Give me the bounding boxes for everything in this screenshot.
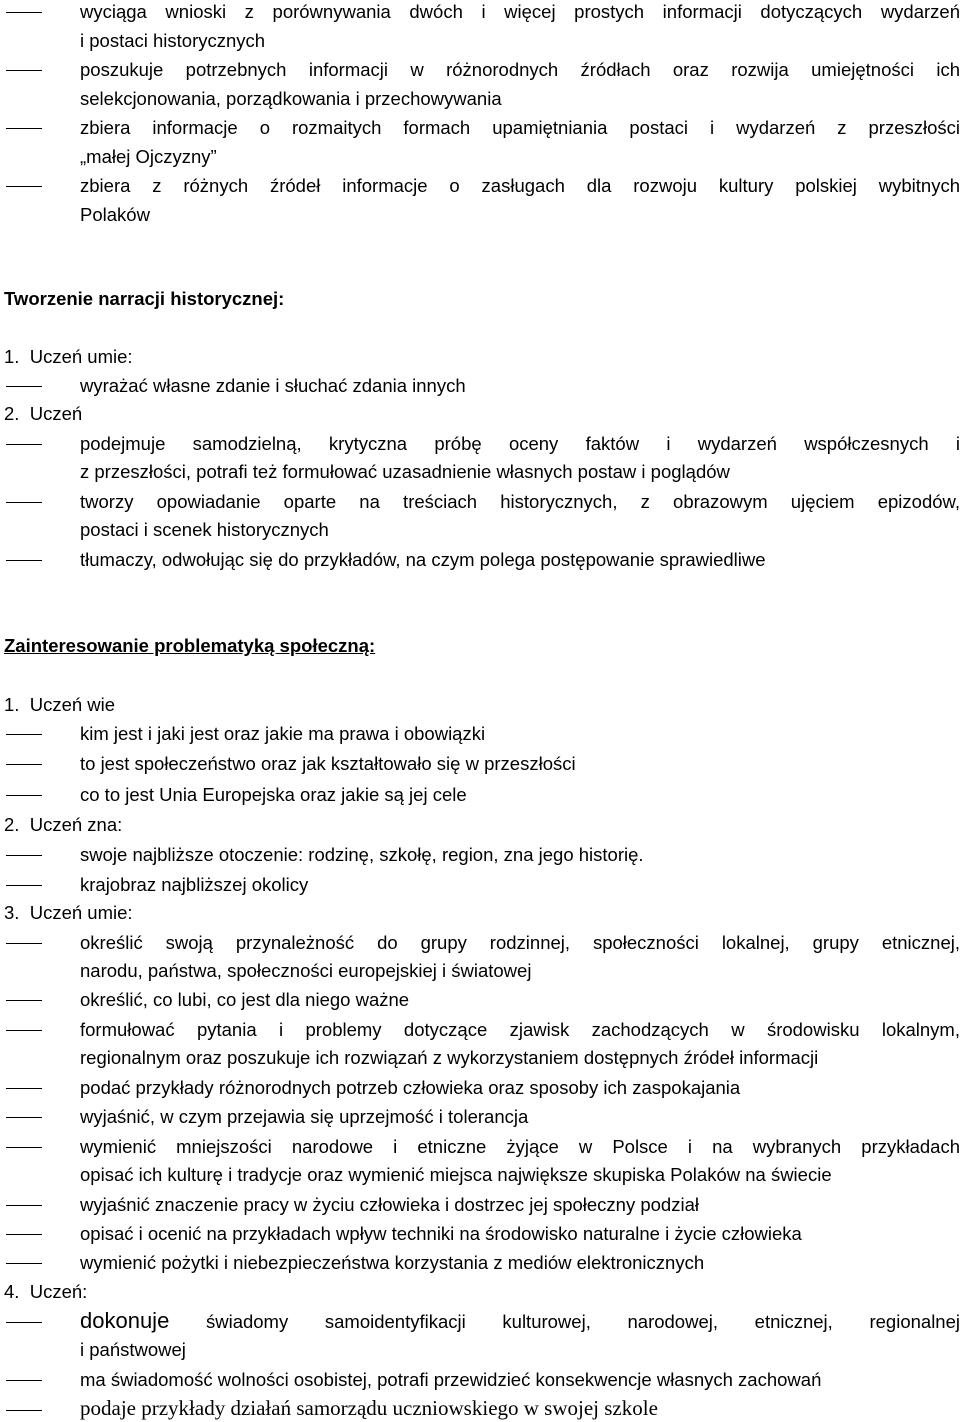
item-number: 1.: [4, 694, 20, 715]
dash-marker: [6, 1263, 42, 1264]
numbered-item-2: [4, 403, 82, 425]
item-number: 2.: [4, 403, 20, 424]
section-heading-social: Zainteresowanie problematyką społeczną:: [4, 635, 376, 656]
list-item: co to jest Unia Europejska oraz jakie są jej cele: [80, 784, 467, 805]
list-item-continuation: i państwowej: [80, 1339, 186, 1360]
emphasized-word: dokonuje: [80, 1308, 170, 1333]
dash-marker: [6, 70, 42, 71]
item-number: 2.: [4, 814, 20, 835]
dash-marker: [6, 795, 42, 796]
list-item: wyciąga wnioski z porównywania dwóch i więcej prostych informacji dotyczących wydarzeń: [80, 1, 960, 22]
dash-marker: [6, 764, 42, 765]
dash-marker: [6, 1030, 42, 1031]
list-item: określić, co lubi, co jest dla niego ważne: [80, 989, 410, 1010]
dash-marker: [6, 885, 42, 886]
list-item: ma świadomość wolności osobistej, potrafi przewidzieć konsekwencje własnych zachowań: [80, 1369, 822, 1390]
list-item-continuation: opisać ich kulturę i tradycje oraz wymienić miejsca największe skupiska Polaków na świecie: [80, 1164, 832, 1185]
list-item-text: świadomy samoidentyfikacji kulturowej, narodowej, etnicznej, regionalnej: [169, 1311, 960, 1332]
list-item-continuation: selekcjonowania, porządkowania i przechowywania: [80, 88, 502, 109]
dash-marker: [6, 943, 42, 944]
dash-marker: [6, 386, 42, 387]
list-item: kim jest i jaki jest oraz jakie ma prawa i obowiązki: [80, 723, 486, 744]
numbered-item-3: [4, 902, 133, 924]
list-item-continuation: Polaków: [80, 204, 150, 225]
item-number: 3.: [4, 902, 20, 923]
numbered-item-1: [4, 346, 133, 368]
dash-marker: [6, 1410, 42, 1411]
dash-marker: [6, 1234, 42, 1235]
dash-marker: [6, 128, 42, 129]
item-label: Uczeń:: [29, 1281, 88, 1302]
list-item-continuation: z przeszłości, potrafi też formułować uzasadnienie własnych postaw i poglądów: [80, 461, 730, 482]
section-heading-narration: Tworzenie narracji historycznej:: [4, 288, 285, 309]
list-item: tworzy opowiadanie oparte na treściach historycznych, z obrazowym ujęciem epizodów,: [80, 491, 960, 512]
numbered-item-1: [4, 694, 115, 716]
list-item: wyjaśnić, w czym przejawia się uprzejmość i tolerancja: [80, 1106, 529, 1127]
list-item: to jest społeczeństwo oraz jak kształtowało się w przeszłości: [80, 753, 576, 774]
list-item: podejmuje samodzielną, krytyczna próbę oceny faktów i wydarzeń współczesnych i: [80, 433, 960, 454]
list-item: swoje najbliższe otoczenie: rodzinę, szkołę, region, zna jego historię.: [80, 844, 644, 865]
list-item: wyjaśnić znaczenie pracy w życiu człowieka i dostrzec jej społeczny podział: [80, 1194, 699, 1215]
numbered-item-2: [4, 814, 122, 836]
item-number: 1.: [4, 346, 20, 367]
list-item: wyrażać własne zdanie i słuchać zdania innych: [80, 375, 466, 396]
item-label: Uczeń umie:: [29, 346, 133, 367]
dash-marker: [6, 1117, 42, 1118]
dash-marker: [6, 734, 42, 735]
list-item-continuation: i postaci historycznych: [80, 30, 266, 51]
dash-marker: [6, 1322, 42, 1323]
list-item: krajobraz najbliższej okolicy: [80, 874, 309, 895]
dash-marker: [6, 560, 42, 561]
dash-marker: [6, 502, 42, 503]
list-item-continuation: narodu, państwa, społeczności europejskiej i światowej: [80, 960, 532, 981]
list-item: [80, 1310, 960, 1333]
list-item: opisać i ocenić na przykładach wpływ techniki na środowisko naturalne i życie człowieka: [80, 1223, 802, 1244]
dash-marker: [6, 444, 42, 445]
list-item: wymienić pożytki i niebezpieczeństwa korzystania z mediów elektronicznych: [80, 1252, 705, 1273]
item-label: Uczeń umie:: [29, 902, 133, 923]
dash-marker: [6, 1147, 42, 1148]
list-item: określić swoją przynależność do grupy rodzinnej, społeczności lokalnej, grupy etnicznej,: [80, 932, 960, 953]
list-item-continuation: postaci i scenek historycznych: [80, 519, 329, 540]
list-item: podać przykłady różnorodnych potrzeb człowieka oraz sposoby ich zaspokajania: [80, 1077, 741, 1098]
dash-marker: [6, 12, 42, 13]
item-label: Uczeń: [29, 403, 83, 424]
item-number: 4.: [4, 1281, 20, 1302]
list-item-continuation: „małej Ojczyzny”: [80, 146, 217, 167]
dash-marker: [6, 186, 42, 187]
list-item: zbiera informacje o rozmaitych formach upamiętniania postaci i wydarzeń z przeszłości: [80, 117, 960, 138]
list-item: wymienić mniejszości narodowe i etniczne żyjące w Polsce i na wybranych przykładach: [80, 1136, 960, 1157]
dash-marker: [6, 1205, 42, 1206]
list-item: poszukuje potrzebnych informacji w różnorodnych źródłach oraz rozwija umiejętności ich: [80, 59, 960, 80]
item-label: Uczeń wie: [29, 694, 116, 715]
list-item: tłumaczy, odwołując się do przykładów, na czym polega postępowanie sprawiedliwe: [80, 549, 766, 570]
list-item: zbiera z różnych źródeł informacje o zasługach dla rozwoju kultury polskiej wybitnych: [80, 175, 960, 196]
numbered-item-4: [4, 1281, 87, 1303]
list-item-continuation: regionalnym oraz poszukuje ich rozwiązań z wykorzystaniem dostępnych źródeł informacji: [80, 1047, 819, 1068]
dash-marker: [6, 1000, 42, 1001]
list-item: podaje przykłady działań samorządu uczniowskiego w swojej szkole: [80, 1396, 658, 1420]
dash-marker: [6, 855, 42, 856]
list-item: formułować pytania i problemy dotyczące zjawisk zachodzących w środowisku lokalnym,: [80, 1019, 960, 1040]
item-label: Uczeń zna:: [29, 814, 123, 835]
dash-marker: [6, 1380, 42, 1381]
dash-marker: [6, 1088, 42, 1089]
